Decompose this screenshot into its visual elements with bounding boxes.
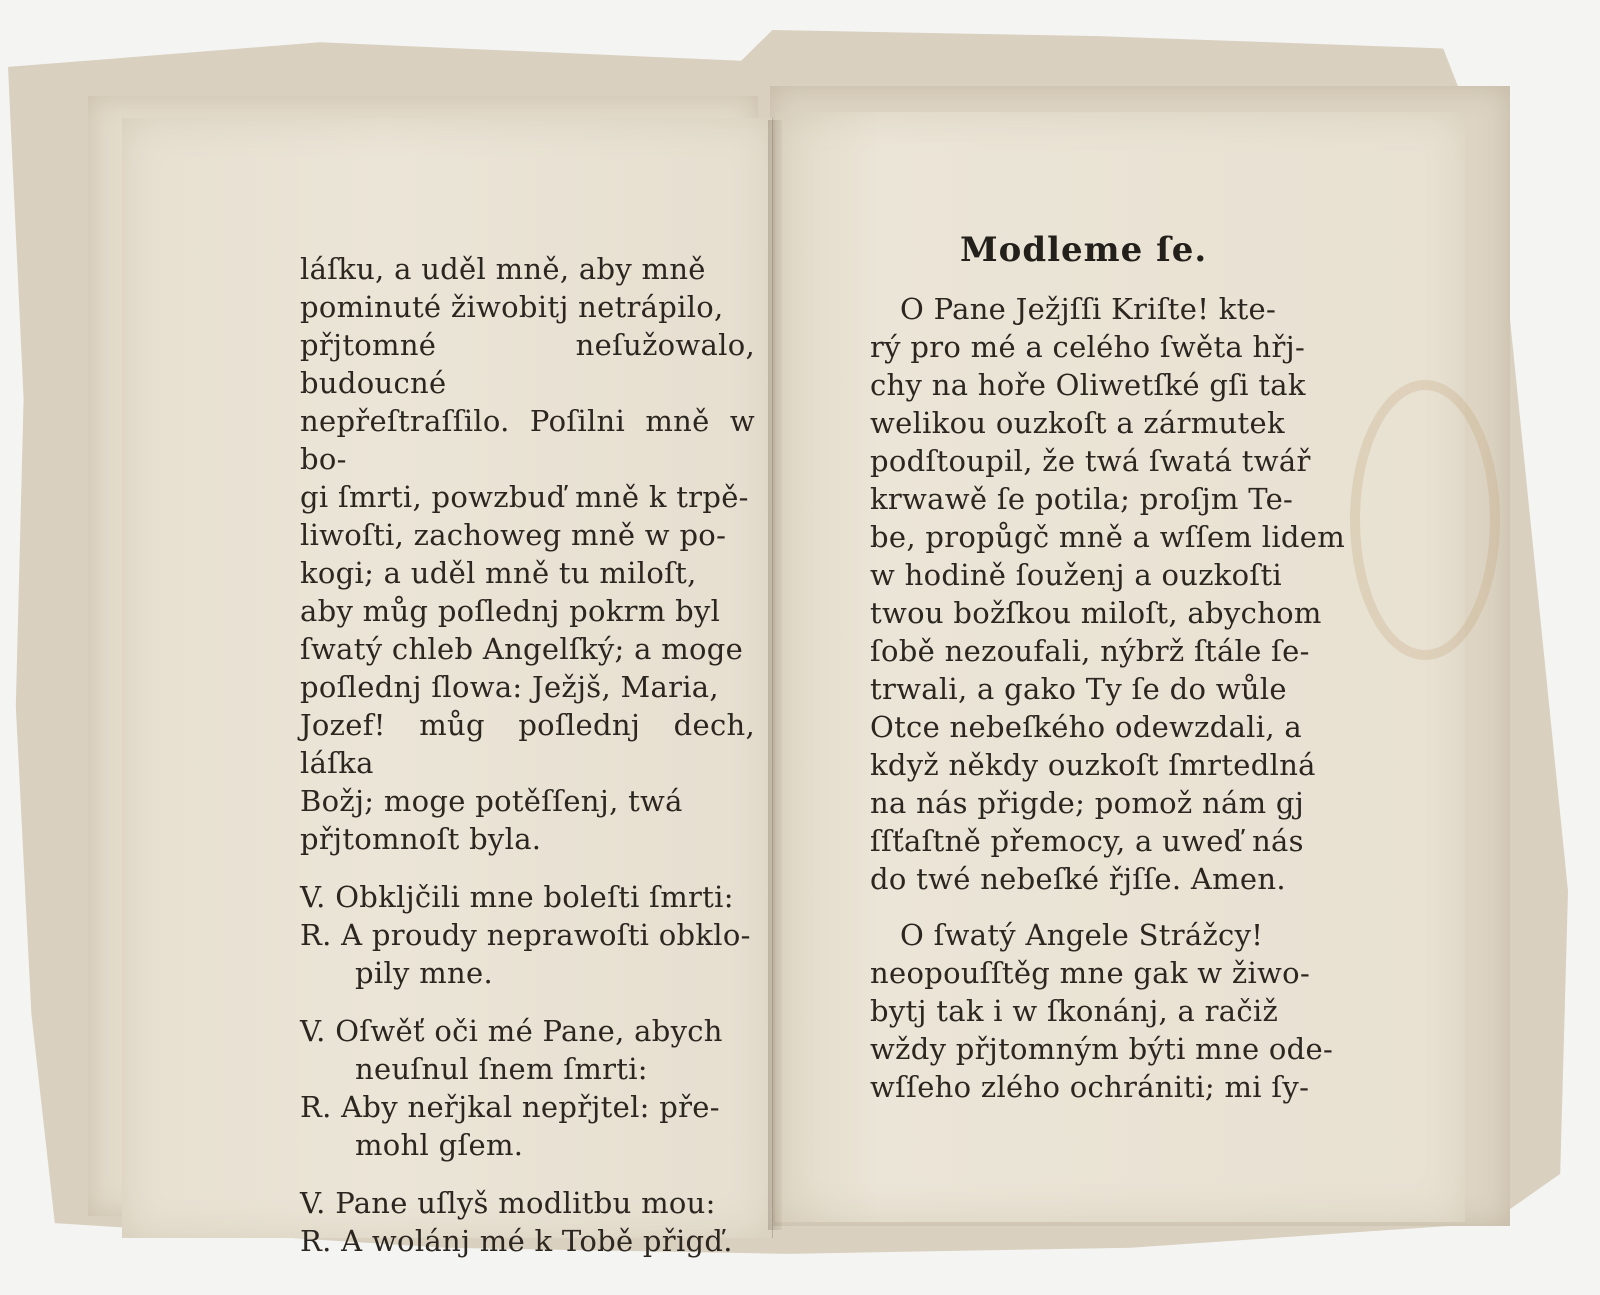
water-stain [1350, 380, 1500, 660]
versicles [300, 878, 755, 1260]
book-gutter [768, 120, 782, 1230]
prayer-paragraph-1: O Pane Ježjſſi Kriſte! kte- rý pro mé a celého ſwěta hřj- chy na hoře Oliwetſké gſi tak welikou ouzkoſt a zármutek podſtoupil, že twá ſwatá twář krwawě ſe potila; proſjm Te- be, propůgč mně a wſſem lidem w hodině ſouženj a ouzkoſti twou božſkou miloſt, abychom ſobě nezoufali, nýbrž ſtále ſe- trwali, a gako Ty ſe do wůle Otce nebeſkého odewzdali, a když někdy ouzkoſt ſmrtedlná na nás přigde; pomož nám gj ſſťaſtně přemocy, a uweď nás do twé nebeſké řjſſe. Amen. [870, 292, 1346, 896]
right-page-text [870, 280, 1350, 1106]
response: R. A wolánj mé k Tobě přigď. [300, 1224, 733, 1258]
versicle-pair-1 [300, 878, 755, 992]
response: R. A proudy neprawoſti obklo- pily mne. [300, 918, 751, 990]
versicle: V. Obkljčili mne boleſti ſmrti: [300, 880, 734, 914]
versicle: V. Pane uſlyš modlitbu mou: [300, 1186, 716, 1220]
prayer-paragraph-2: O ſwatý Angele Strážcy! neopouſſtěg mne gak w žiwo- bytj tak i w ſkonánj, a račiž wždy přjtomným býti mne ode- wſſeho zlého ochrániti; mi ſy- [870, 918, 1334, 1104]
versicle: V. Oſwěť oči mé Pane, abych neuſnul ſnem ſmrti: [300, 1014, 723, 1086]
page-heading: Modleme ſe. [960, 230, 1208, 270]
left-paragraph: láſku, a uděl mně, aby mně pominuté žiwobitj netrápilo, přjtomné neſužowalo, budoucné nepřeſtraſſilo. Poſilni mně w bo- gi ſmrti, powzbuď mně k trpě- liwoſti, zachoweg mně w po- kogi; a uděl mně tu miloſt, aby můg poſlednj pokrm byl ſwatý chleb Angelſký; a moge poſlednj ſlowa: Ježjš, Maria, Jozef! můg poſlednj dech, láſka Božj; moge potěſſenj, twá přjtomnoſt byla. [300, 252, 755, 856]
versicle-pair-2 [300, 1012, 755, 1164]
left-page-text [300, 250, 755, 1280]
response: R. Aby neřjkal nepřjtel: pře- mohl gſem. [300, 1090, 720, 1162]
versicle-pair-3 [300, 1184, 755, 1260]
